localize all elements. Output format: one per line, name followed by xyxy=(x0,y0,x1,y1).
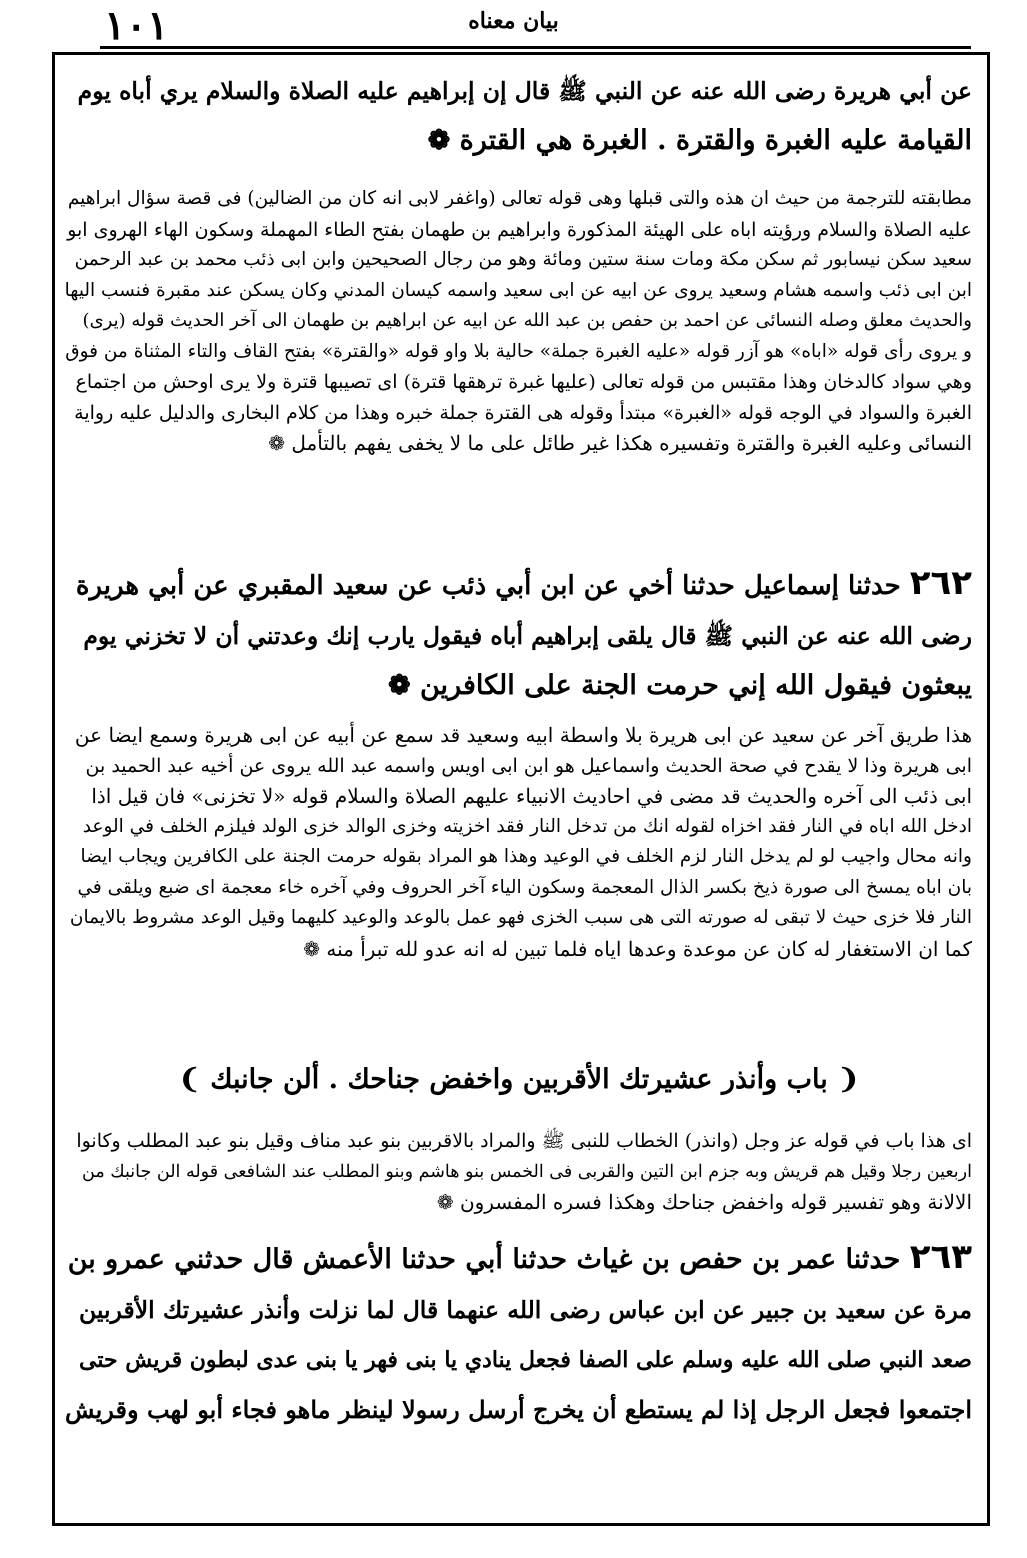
text-line: صعد النبي صلى الله عليه وسلم على الصفا فجعل ينادي يا بنى فهر يا بنى عدى لبطون قريش حتى xyxy=(79,1347,972,1373)
text-line: مرة عن سعيد بن جبير عن ابن عباس رضى الله عنهما قال لما نزلت وأنذر عشيرتك الأقربين xyxy=(79,1296,972,1324)
commentary-block xyxy=(66,720,972,964)
text-line: القيامة عليه الغبرة والقترة . الغبرة هي القترة ❁ xyxy=(427,125,972,156)
hadith-block xyxy=(66,1232,972,1435)
text-line: ادخل الله اباه في النار فقد اخزاه لقوله انك من تدخل النار فقد اخزيته وخزى الوالد خزى الولد فيلزم الخلف في الوعد xyxy=(82,815,972,837)
text-line xyxy=(66,558,972,611)
hadith-number: ٢٦٢ xyxy=(909,563,972,603)
chapter-heading xyxy=(66,1064,972,1095)
text-line: وهي سواد كالدخان وهذا مقتبس من قوله تعالى (عليها غبرة ترهقها قترة) اى تصيبها قترة ولا يرى اوحش من اجتماع xyxy=(75,371,972,393)
page-number: ١٠١ xyxy=(104,2,169,49)
text-line: يبعثون فيقول الله إني حرمت الجنة على الكافرين ❁ xyxy=(387,670,972,701)
text-line: عن أبي هريرة رضى الله عنه عن النبي ﷺ قال إن إبراهيم عليه الصلاة والسلام يري أباه يوم xyxy=(77,77,972,105)
text-line: اى هذا باب في قوله عز وجل (وانذر) الخطاب للنبى ﷺ والمراد بالاقربين بنو عبد مناف وقيل بنو عبد المطلب وكانوا xyxy=(76,1130,972,1152)
text-line: مطابقته للترجمة من حيث ان هذه والتى قبلها وهى قوله تعالى (واغفر لابى انه كان من الضالين) فى قصة سؤال ابراهيم xyxy=(67,188,972,209)
text-line: ابى ذئب الى آخره والحديث قد مضى في احاديث الانبياء عليهم الصلاة والسلام قوله «لا تخزنى» فان قيل اذا xyxy=(91,784,972,808)
text-line: هذا طريق آخر عن سعيد عن ابى هريرة بلا واسطة ابيه وسعيد قد سمع عن أبيه عن ابى هريرة وسمع ايضا عن xyxy=(74,723,972,747)
text-line: النسائى وعليه الغبرة والقترة وتفسيره هكذا غير طائل على ما لا يخفى يفهم بالتأمل ❁ xyxy=(268,431,972,455)
text-line: والحديث معلق وصله النسائى عن احمد بن حفص بن عبد الله عن ابيه عن ابراهيم بن طهمان الى آخر الحديث قوله (يرى) xyxy=(82,310,972,331)
text-line: ❨ باب وأنذر عشيرتك الأقربين واخفض جناحك . ألن جانبك ❩ xyxy=(178,1064,860,1095)
text-line: عليه الصلاة والسلام ورؤيته اباه على الهيئة المذكورة وابراهيم بن طهمان بفتح الطاء المهملة وسكون الهاء الهروى ابو xyxy=(67,218,972,241)
text-line: اجتمعوا فجعل الرجل إذا لم يستطع أن يخرج أرسل رسولا لينظر ماهو فجاء أبو لهب وقريش xyxy=(65,1395,972,1424)
hadith-block xyxy=(66,66,972,166)
text-line: اربعين رجلا وقيل هم قريش وبه جزم ابن التين والقربى فى الخمس بنو هاشم وبنو المطلب عند الشافعى قوله الن جانبك من xyxy=(82,1161,972,1182)
text-line: ابى هريرة وذا لا يقدح في صحة الحديث واسماعيل هو ابن ابى اويس واسمه عبد الله يروى عن أخيه عبد الحميد بن xyxy=(85,754,972,777)
text-line: ابن ابى ذئب واسمه هشام وسعيد يروى عن ابيه عن ابى سعيد واسمه كيسان المدني وكان يسكن عند مقبرة فنسب اليها xyxy=(64,279,972,301)
running-header: بيان معناه xyxy=(468,8,559,34)
text-line: بان اباه يمسخ الى صورة ذيخ بكسر الذال المعجمة وسكون الياء آخر الحروف وفي آخره خاء معجمة اى ضبع ويلقى في xyxy=(77,876,972,898)
hadith-number: ٢٦٣ xyxy=(909,1237,972,1277)
text-line: رضى الله عنه عن النبي ﷺ قال يلقى إبراهيم أباه فيقول يارب إنك وعدتني أن لا تخزني يوم xyxy=(83,622,972,650)
text-line-content: حدثنا إسماعيل حدثنا أخي عن ابن أبي ذئب عن سعيد المقبري عن أبي هريرة xyxy=(75,571,901,601)
text-line-content: حدثنا عمر بن حفص بن غياث حدثنا أبي حدثنا الأعمش قال حدثني عمرو بن xyxy=(67,1244,901,1275)
text-line xyxy=(66,1232,972,1285)
text-line: الالانة وهو تفسير قوله واخفض جناحك وهكذا فسره المفسرون ❁ xyxy=(436,1190,972,1214)
hadith-block xyxy=(66,558,972,711)
text-line: سعيد سكن نيسابور ثم سكن مكة ومات سنة ستين ومائة وهو من رجال الصحيحين وابن ابى ذئب محمد بن عبد الرحمن xyxy=(74,249,972,270)
text-line: و يروى رأى قوله «اباه» هو آزر قوله «عليه الغبرة جملة» حالية بلا واو قوله «والقترة» بفتح القاف والتاء المثناة من فوق xyxy=(65,340,972,362)
header-rule xyxy=(100,46,971,49)
text-line: الغبرة والسواد في الوجه قوله «الغبرة» مبتدأ وقوله هى القترة جملة خبره وهذا من كلام البخارى والدليل عليه رواية xyxy=(74,401,972,424)
text-line: كما ان الاستغفار له كان عن موعدة وعدها اياه فلما تبين له انه عدو لله تبرأ منه ❁ xyxy=(303,936,972,961)
commentary-block xyxy=(66,1126,972,1218)
text-line: النار فلا خزى حيث لا تبقى له صورته التى هى سبب الخزى فهو عمل بالوعد والوعيد كليهما وقيل الوعد مشروط بالايمان xyxy=(69,907,972,928)
text-line: وانه محال واجيب لو لم يدخل النار لزم الخلف في الوعيد وهذا هو المراد بقوله حرمت الجنة على الكافرين ويجاب ايضا xyxy=(80,846,972,867)
commentary-block xyxy=(66,184,972,459)
